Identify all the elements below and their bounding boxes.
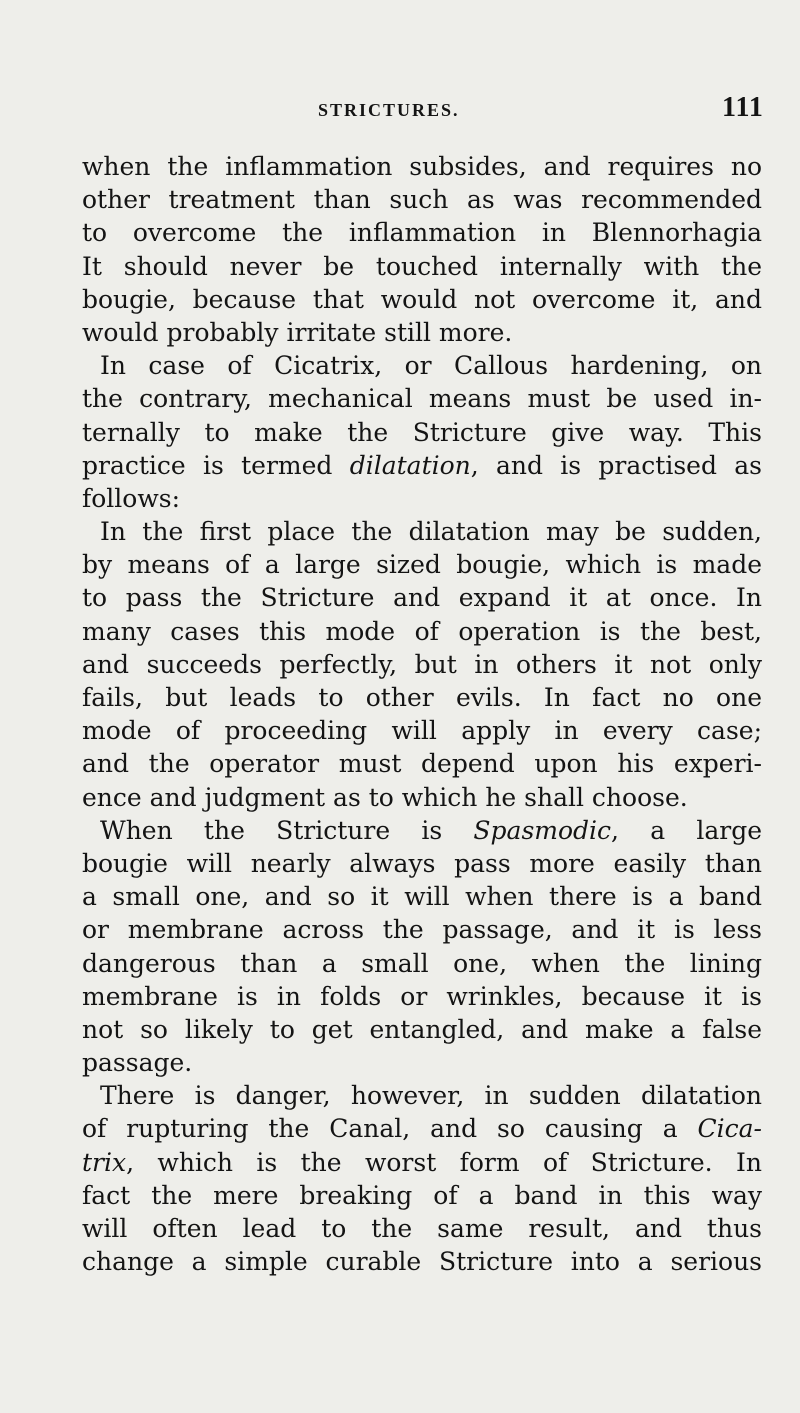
- text-line: [82, 1179, 762, 1212]
- line-text: It should never be touched internally with the: [82, 251, 762, 281]
- text-line: [82, 1079, 762, 1112]
- text-line: [82, 150, 762, 183]
- text-line: [82, 747, 762, 780]
- text-line: [82, 1046, 762, 1079]
- line-italic-text: Cica-: [697, 1114, 762, 1144]
- text-line: [82, 1245, 762, 1278]
- text-line: [82, 1146, 762, 1179]
- text-line: [82, 382, 762, 415]
- text-line: [82, 814, 762, 847]
- text-line: [82, 416, 762, 449]
- text-line: [82, 648, 762, 681]
- line-text-after: , which is the worst form of Stricture. In: [126, 1147, 762, 1177]
- line-text: and the operator must depend upon his experi-: [82, 749, 762, 779]
- text-line: [82, 781, 762, 814]
- line-text: fails, but leads to other evils. In fact no one: [82, 683, 762, 712]
- text-line: [82, 482, 762, 515]
- text-line: [82, 548, 762, 581]
- line-text: the contrary, mechanical means must be used in-: [82, 384, 762, 414]
- text-line: [82, 1112, 762, 1145]
- page-number: 111: [722, 92, 764, 123]
- line-italic-text: Spasmodic: [473, 815, 612, 845]
- line-text: many cases this mode of operation is the best,: [82, 616, 762, 646]
- line-text: to overcome the inflammation in Blennorhagia: [82, 218, 762, 248]
- line-text-after: , and is practised as: [470, 450, 762, 480]
- line-text: When the Stricture is: [100, 815, 474, 845]
- line-text: passage.: [82, 1048, 193, 1078]
- line-text: practice is termed: [82, 450, 350, 480]
- line-text: bougie will nearly always pass more easily than: [82, 848, 762, 878]
- line-text: a small one, and so it will when there is a band: [82, 882, 762, 912]
- line-text: follows:: [82, 483, 180, 513]
- line-text: not so likely to get entangled, and make a false: [82, 1014, 762, 1044]
- line-text: would probably irritate still more.: [82, 317, 513, 347]
- line-text: membrane is in folds or wrinkles, because it is: [82, 981, 762, 1011]
- text-line: [82, 681, 762, 714]
- text-line: [82, 316, 762, 349]
- line-text-after: , a large: [611, 815, 762, 845]
- text-line: [82, 913, 762, 946]
- text-line: [82, 947, 762, 980]
- text-line: [82, 515, 762, 548]
- line-text: bougie, because that would not overcome it, and: [82, 284, 762, 314]
- line-italic-text: dilatation: [349, 450, 471, 480]
- line-text: when the inflammation subsides, and requires no: [82, 152, 762, 181]
- line-text: other treatment than such as was recommended: [82, 185, 762, 215]
- line-italic-text: trix: [82, 1147, 127, 1177]
- line-text: to pass the Stricture and expand it at once. In: [82, 583, 762, 613]
- text-line: [82, 1212, 762, 1245]
- body-text: [82, 150, 762, 1278]
- line-text: In the first place the dilatation may be sudden,: [100, 517, 762, 547]
- text-line: [82, 880, 762, 913]
- text-line: [82, 250, 762, 283]
- text-line: [82, 183, 762, 216]
- line-text: mode of proceeding will apply in every case;: [82, 716, 762, 746]
- text-line: [82, 615, 762, 648]
- text-line: [82, 216, 762, 249]
- text-line: [82, 449, 762, 482]
- text-line: [82, 980, 762, 1013]
- line-text: ternally to make the Stricture give way. This: [82, 417, 762, 447]
- text-line: [82, 714, 762, 747]
- line-text: and succeeds perfectly, but in others it not only: [82, 649, 762, 679]
- line-text: ence and judgment as to which he shall choose.: [82, 782, 688, 812]
- running-head: [0, 92, 800, 132]
- text-line: [82, 847, 762, 880]
- text-line: [82, 283, 762, 316]
- line-text: dangerous than a small one, when the lining: [82, 948, 762, 978]
- line-text: change a simple curable Stricture into a serious: [82, 1247, 762, 1277]
- text-line: [82, 581, 762, 614]
- line-text: will often lead to the same result, and thus: [82, 1214, 762, 1243]
- line-text: fact the mere breaking of a band in this way: [82, 1180, 762, 1210]
- running-head-title: STRICTURES.: [318, 100, 460, 120]
- text-line: [82, 349, 762, 382]
- line-text: In case of Cicatrix, or Callous hardening, on: [100, 351, 762, 381]
- text-line: [82, 1013, 762, 1046]
- line-text: or membrane across the passage, and it is less: [82, 915, 762, 945]
- line-text: by means of a large sized bougie, which is made: [82, 550, 762, 580]
- line-text: of rupturing the Canal, and so causing a: [82, 1114, 698, 1144]
- line-text: There is danger, however, in sudden dilatation: [100, 1081, 762, 1111]
